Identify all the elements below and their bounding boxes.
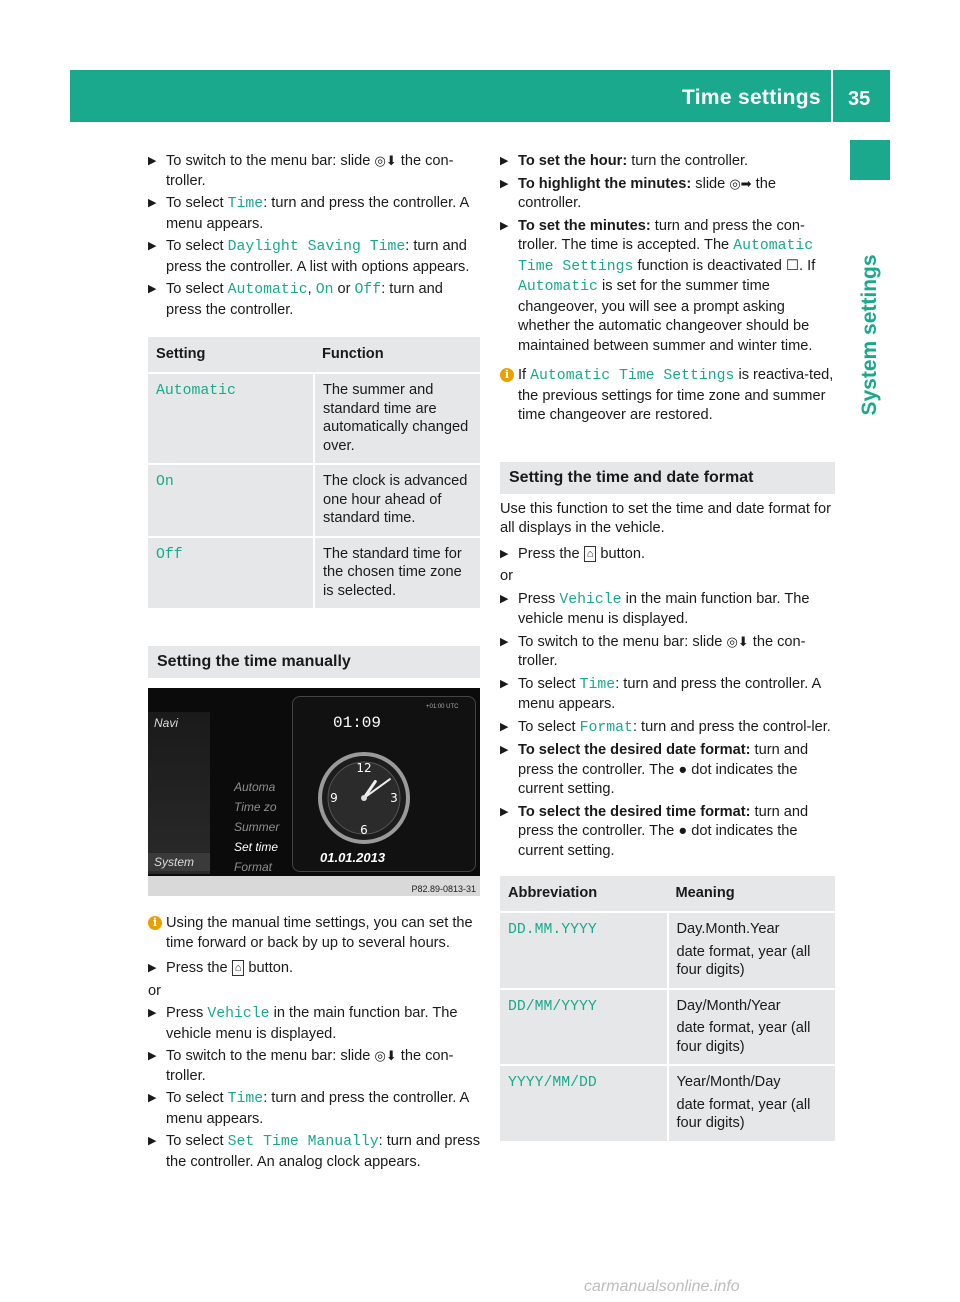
step-text: : turn and press the control-ler. [632,718,831,735]
table-row [148,537,480,609]
step-arrow-icon: ▶ [500,635,509,648]
controller-icon: ◎⬇ [726,634,749,650]
setting-cell: Off [148,537,314,609]
meaning-cell: Day/Month/Year date format, year (all four digits) [668,989,836,1066]
step-item [148,1047,480,1086]
intro-text: Use this function to set the time and date format for all displays in the vehicle. [500,500,831,536]
menu-term: Set Time Manually [227,1134,379,1150]
step-text: slide [691,175,730,192]
analog-clock-icon [314,748,414,848]
step-item [500,545,835,565]
svg-text:9: 9 [330,791,338,805]
meaning-cell: Day.Month.Year date format, year (all four digits) [668,912,836,989]
step-text: in the main function bar. The vehicle menu is displayed. [518,590,810,627]
controller-icon: ◎➡ [729,176,752,192]
step-text: is set for the summer time changeover, you will see a prompt asking whether the automatic changeover should be maintained between summer and winter time. [518,278,813,354]
step-text: To select [166,1090,228,1106]
step-text: turn the controller. [627,153,749,169]
format-table [500,876,835,1141]
step-text: turn and press the controller. The ● dot indicates the current setting. [518,742,809,797]
controller-icon: ◎⬇ [374,1049,397,1064]
step-arrow-icon: ▶ [500,720,509,733]
abbreviation-cell: DD/MM/YYYY [500,989,668,1066]
step-arrow-icon: ▶ [148,155,157,167]
step-text: : turn and press the controller. A list with options appears. [166,238,470,275]
menu-item: Time zo [234,800,277,814]
step-text: turn and press the controller. The ● dot indicates the current setting. [518,803,809,859]
left-column [148,152,480,1175]
step-text: To select [166,195,228,211]
header-divider [831,70,833,122]
info-icon: i [148,916,162,930]
step-text: To select [166,281,228,297]
section-heading: Setting the time and date format [500,462,835,494]
step-label: To select the desired date format: [518,742,751,758]
menu-term: Vehicle [559,591,622,608]
step-item [148,1132,480,1172]
menu-term: Vehicle [207,1006,270,1022]
step-arrow-icon: ▶ [148,283,157,295]
table-row [148,464,480,537]
step-arrow-icon: ▶ [500,177,509,190]
step-label: To select the desired time format: [518,803,751,820]
step-arrow-icon: ▶ [148,240,157,252]
step-text: button. [244,960,294,976]
step-text: is reactiva-ted, the previous settings for time zone and summer time changeover are restored. [518,367,834,423]
step-text: To select [166,1133,228,1149]
step-item [148,1004,480,1044]
step-text: If [518,367,531,383]
step-text: the con-troller. [166,153,454,189]
step-item [148,237,480,277]
step-arrow-icon: ▶ [148,1092,157,1104]
step-item [500,675,835,715]
step-item [500,633,835,672]
info-icon: i [500,368,514,382]
table-header: Setting [148,337,314,373]
step-item [500,217,835,357]
step-item [148,959,480,979]
step-text: Press the [518,545,584,562]
table-header: Abbreviation [500,876,668,912]
step-text: the con-troller. [518,633,806,669]
step-text: Press [518,590,560,607]
step-text: the con-troller. [166,1048,454,1084]
navi-label: Navi [154,716,179,730]
menu-term: Time [227,1091,264,1107]
step-arrow-icon: ▶ [500,744,509,756]
step-text: To select [518,675,580,692]
watermark: carmanualsonline.info [584,1278,740,1295]
step-item [148,194,480,234]
step-text: : turn and press the controller. A menu appears. [518,675,821,712]
menu-term: Automatic Time Settings [518,238,814,275]
step-text: Press [166,1005,208,1021]
meaning-cell: Year/Month/Day date format, year (all four digits) [668,1065,836,1141]
svg-text:6: 6 [360,823,368,837]
step-list [148,152,480,320]
step-label: To set the minutes: [518,217,651,234]
step-text: the controller. [518,175,776,211]
utc-label: +01:00 UTC [426,704,459,710]
step-text: : turn and press the controller. [166,281,443,318]
menu-term: Off [354,282,382,298]
step-arrow-icon: ▶ [148,197,157,209]
step-list [500,545,835,862]
menu-term: Time [579,676,616,693]
section-heading: Setting the time manually [148,646,480,678]
abbreviation-cell: YYYY/MM/DD [500,1065,668,1141]
setting-table [148,337,480,608]
menu-term: Time [227,196,264,212]
or-text: or [500,568,513,584]
or-text: or [148,982,161,999]
info-note: i Using the manual time settings, you can set the time forward or back by up to several hours. [148,914,480,953]
menu-term: Automatic [518,279,598,295]
step-text: , [307,281,316,297]
table-row [500,989,835,1066]
step-arrow-icon: ▶ [500,805,509,818]
vehicle-button-icon: ⌂ [232,960,245,976]
svg-text:12: 12 [356,761,372,775]
step-item [500,741,835,800]
step-item [500,590,835,630]
step-item [148,152,480,191]
step-label: To highlight the minutes: [518,175,692,192]
step-item [500,175,835,214]
function-cell: The summer and standard time are automatically changed over. [314,373,480,464]
step-text: : turn and press the controller. An analog clock appears. [166,1133,481,1170]
step-text: turn and press the con-troller. The time is accepted. The [518,217,805,253]
menu-term: On [315,282,334,298]
info-note [500,366,835,426]
table-header: Meaning [668,876,836,912]
step-arrow-icon: ▶ [500,677,509,690]
vehicle-button-icon: ⌂ [584,546,597,562]
step-arrow-icon: ▶ [148,1135,157,1147]
step-text: in the main function bar. The vehicle menu is displayed. [166,1005,458,1042]
step-list [148,959,480,1172]
step-item [500,718,835,739]
step-arrow-icon: ▶ [500,219,509,232]
right-column [500,152,835,1141]
step-text: : turn and press the controller. A menu appears. [166,1090,469,1127]
step-arrow-icon: ▶ [148,962,157,974]
step-item [148,280,480,320]
step-text: or [333,281,355,297]
digital-time: 01:09 [333,714,382,732]
svg-text:3: 3 [390,791,398,805]
step-arrow-icon: ▶ [500,592,509,605]
date-label: 01.01.2013 [320,850,386,865]
step-item [148,1089,480,1129]
abbreviation-cell: DD.MM.YYYY [500,912,668,989]
menu-item: Summer [234,820,280,834]
table-row [148,373,480,464]
screen-image [148,688,480,896]
function-cell: The clock is advanced one hour ahead of standard time. [314,464,480,537]
menu-item: Format [234,860,273,874]
table-header: Function [314,337,480,373]
step-text: To switch to the menu bar: slide [518,633,727,650]
menu-term: Automatic Time Settings [530,368,735,384]
menu-term: Daylight Saving Time [227,239,406,255]
side-tab-marker [850,140,890,180]
step-text: To switch to the menu bar: slide [166,1048,375,1064]
menu-item: Automa [234,780,276,794]
menu-column [148,712,210,874]
page-title: Time settings [682,86,821,109]
page-number: 35 [848,88,871,110]
step-arrow-icon: ▶ [148,1050,157,1062]
step-arrow-icon: ▶ [500,547,509,560]
step-text: To select [166,238,228,254]
step-list [500,152,835,356]
controller-icon: ◎⬇ [374,154,397,169]
system-label: System [148,853,210,871]
step-text: To select [518,718,580,735]
menu-term: Format [579,719,633,736]
step-label: To set the hour: [518,153,628,169]
table-row [500,912,835,989]
menu-term: Automatic [227,282,308,298]
chapter-label: System settings [858,254,881,416]
step-item [500,152,835,172]
step-item [500,803,835,862]
image-reference: P82.89-0813-31 [411,884,476,894]
menu-item-selected: Set time [234,840,279,854]
step-text: button. [596,545,646,562]
function-cell: The standard time for the chosen time zone is selected. [314,537,480,609]
step-text: Press the [166,960,232,976]
step-text: : turn and press the controller. A menu appears. [166,195,469,232]
step-text: To switch to the menu bar: slide [166,153,375,169]
step-arrow-icon: ▶ [148,1007,157,1019]
step-arrow-icon: ▶ [500,155,509,167]
table-row [500,1065,835,1141]
setting-cell: Automatic [148,373,314,464]
setting-cell: On [148,464,314,537]
step-text: function is deactivated ☐. If [633,257,816,274]
